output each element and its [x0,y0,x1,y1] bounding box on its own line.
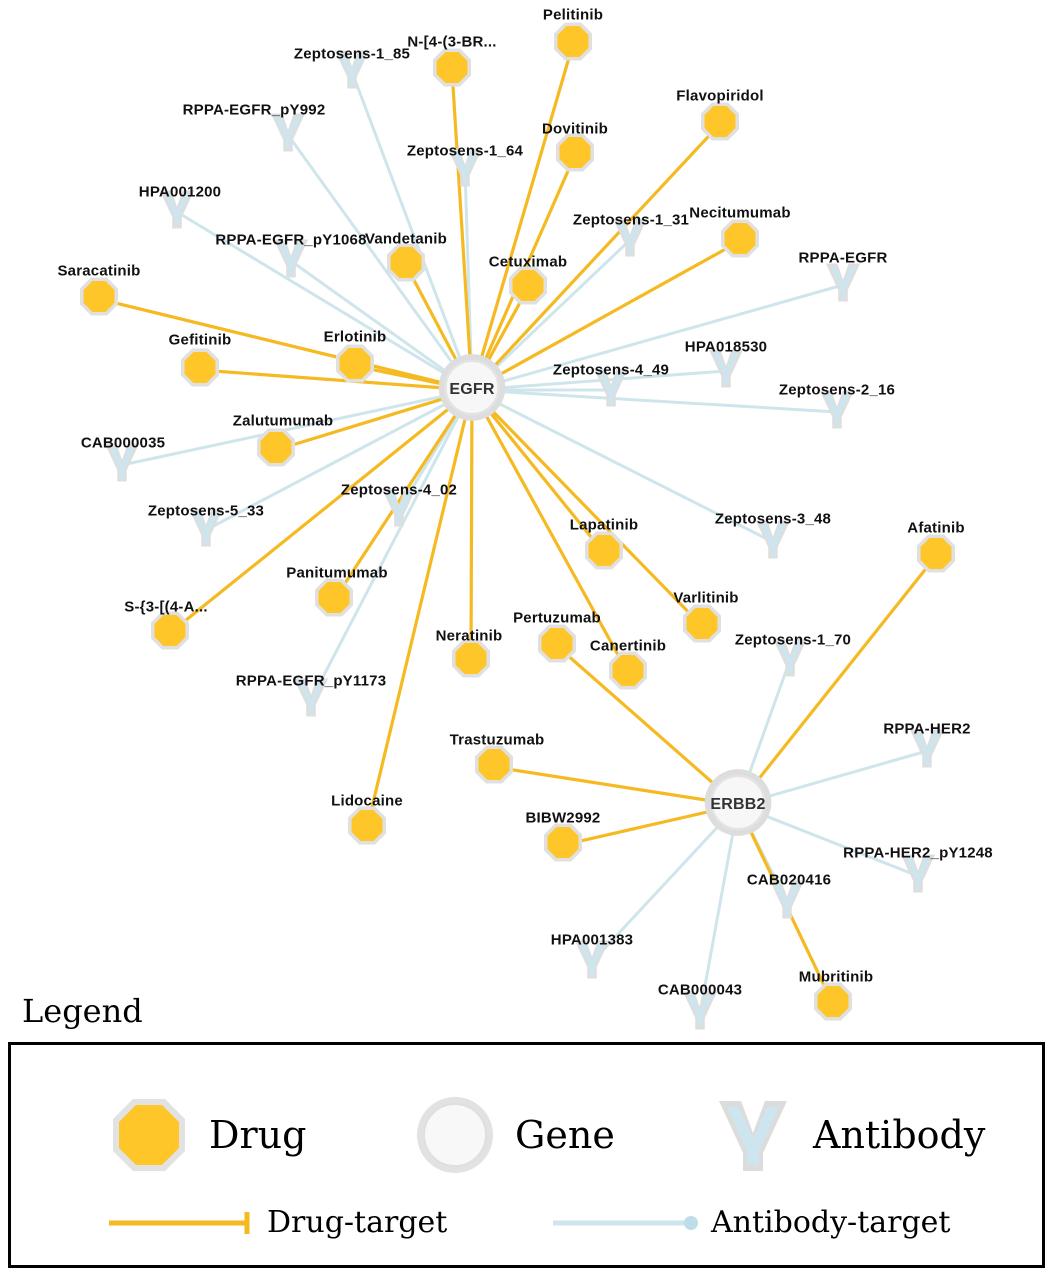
node-label: Saracatinib [57,262,141,280]
legend-label-drug: Drug [209,1113,307,1157]
node-label: EGFR [449,381,495,398]
node-label: Zeptosens-1_31 [572,211,690,229]
node-label: RPPA-EGFR_pY992 [182,101,326,119]
legend-item-drug-target [107,1205,447,1240]
drug-node[interactable] [812,981,854,1028]
node-label: Zeptosens-2_16 [778,381,896,399]
node-label: Lapatinib [569,516,639,534]
node-label: Lidocaine [331,792,403,810]
legend-label-gene: Gene [515,1113,615,1157]
node-label: Trastuzumab [449,731,545,749]
drug-node[interactable] [552,21,594,68]
node-label: Pertuzumab [513,609,601,627]
drug-node[interactable] [607,650,649,697]
legend-item-drug [107,1093,306,1177]
node-label: Vandetanib [364,230,448,248]
drug-node[interactable] [583,530,625,577]
node-label: RPPA-EGFR_pY1068 [215,231,367,249]
legend-box [8,1042,1045,1268]
legend-label-antibody: Antibody [813,1113,986,1157]
node-label: Dovitinib [542,120,608,138]
node-label: Zeptosens-1_70 [734,631,852,649]
drug-node[interactable] [473,744,515,791]
node-label: BIBW2992 [525,809,601,827]
node-label: Pelitinib [542,6,604,24]
node-label: Necitumumab [689,204,791,222]
node-label: ERBB2 [710,796,766,813]
drug-node[interactable] [554,132,596,179]
node-label: CAB000035 [80,434,166,452]
drug-node[interactable] [915,533,957,580]
drug-node[interactable] [681,603,723,650]
drug-node[interactable] [255,427,297,474]
node-label: Flavopiridol [676,87,764,105]
drug-node[interactable] [78,276,120,323]
node-label: Mubritinib [798,968,874,986]
legend-label-antibody-target: Antibody-target [711,1205,951,1240]
node-label: RPPA-EGFR_pY1173 [235,672,387,690]
node-label: Zalutumumab [232,412,334,430]
node-label: Zeptosens-1_64 [406,142,524,160]
drug-node[interactable] [536,623,578,670]
node-label: Zeptosens-1_85 [293,45,411,63]
node-label: Neratinib [435,627,503,645]
legend-item-gene [413,1093,615,1177]
antibody-node[interactable] [823,261,863,310]
drug-icon [107,1093,191,1177]
node-label: Gefitinib [168,331,232,349]
node-label: RPPA-EGFR [798,249,888,267]
antibody-icon [711,1093,795,1177]
edge [471,390,472,661]
drug-node[interactable] [385,242,427,289]
drug-node[interactable] [334,343,376,390]
node-label: Varlitinib [673,589,739,607]
node-label: RPPA-HER2_pY1248 [843,844,993,862]
drug-node[interactable] [699,101,741,148]
node-label: N-[4-(3-BR... [407,33,497,51]
legend-label-drug-target: Drug-target [267,1205,448,1240]
node-label: CAB000043 [657,981,743,999]
drug-node[interactable] [507,265,549,312]
node-label: Panitumumab [286,564,388,582]
node-label: HPA001200 [138,183,222,201]
drug-node[interactable] [450,638,492,685]
drug-node[interactable] [149,610,191,657]
node-label: Afatinib [907,519,965,537]
legend-title: Legend [22,992,143,1030]
node-label: Erlotinib [323,328,387,346]
drug-node[interactable] [542,822,584,869]
drug-node[interactable] [719,218,761,265]
node-label: Cetuximab [488,253,568,271]
legend-item-antibody [711,1093,985,1177]
node-label: Canertinib [589,637,667,655]
drug-target-edge-icon [107,1208,257,1238]
node-label: S-{3-[(4-A... [124,598,208,616]
node-label: RPPA-HER2 [883,720,971,738]
node-label: CAB020416 [746,871,832,889]
edge [311,390,472,700]
node-label: Zeptosens-4_49 [552,361,670,379]
drug-node[interactable] [179,347,221,394]
drug-node[interactable] [313,577,355,624]
gene-icon [413,1093,497,1177]
node-label: HPA018530 [684,338,768,356]
node-label: Zeptosens-5_33 [147,502,265,520]
legend-item-antibody-target [551,1205,951,1240]
drug-node[interactable] [346,805,388,852]
node-label: HPA001383 [550,931,634,949]
node-label: Zeptosens-4_02 [340,481,458,499]
antibody-target-edge-icon [551,1208,701,1238]
node-label: Zeptosens-3_48 [714,510,832,528]
drug-node[interactable] [431,47,473,94]
edge [367,390,472,828]
